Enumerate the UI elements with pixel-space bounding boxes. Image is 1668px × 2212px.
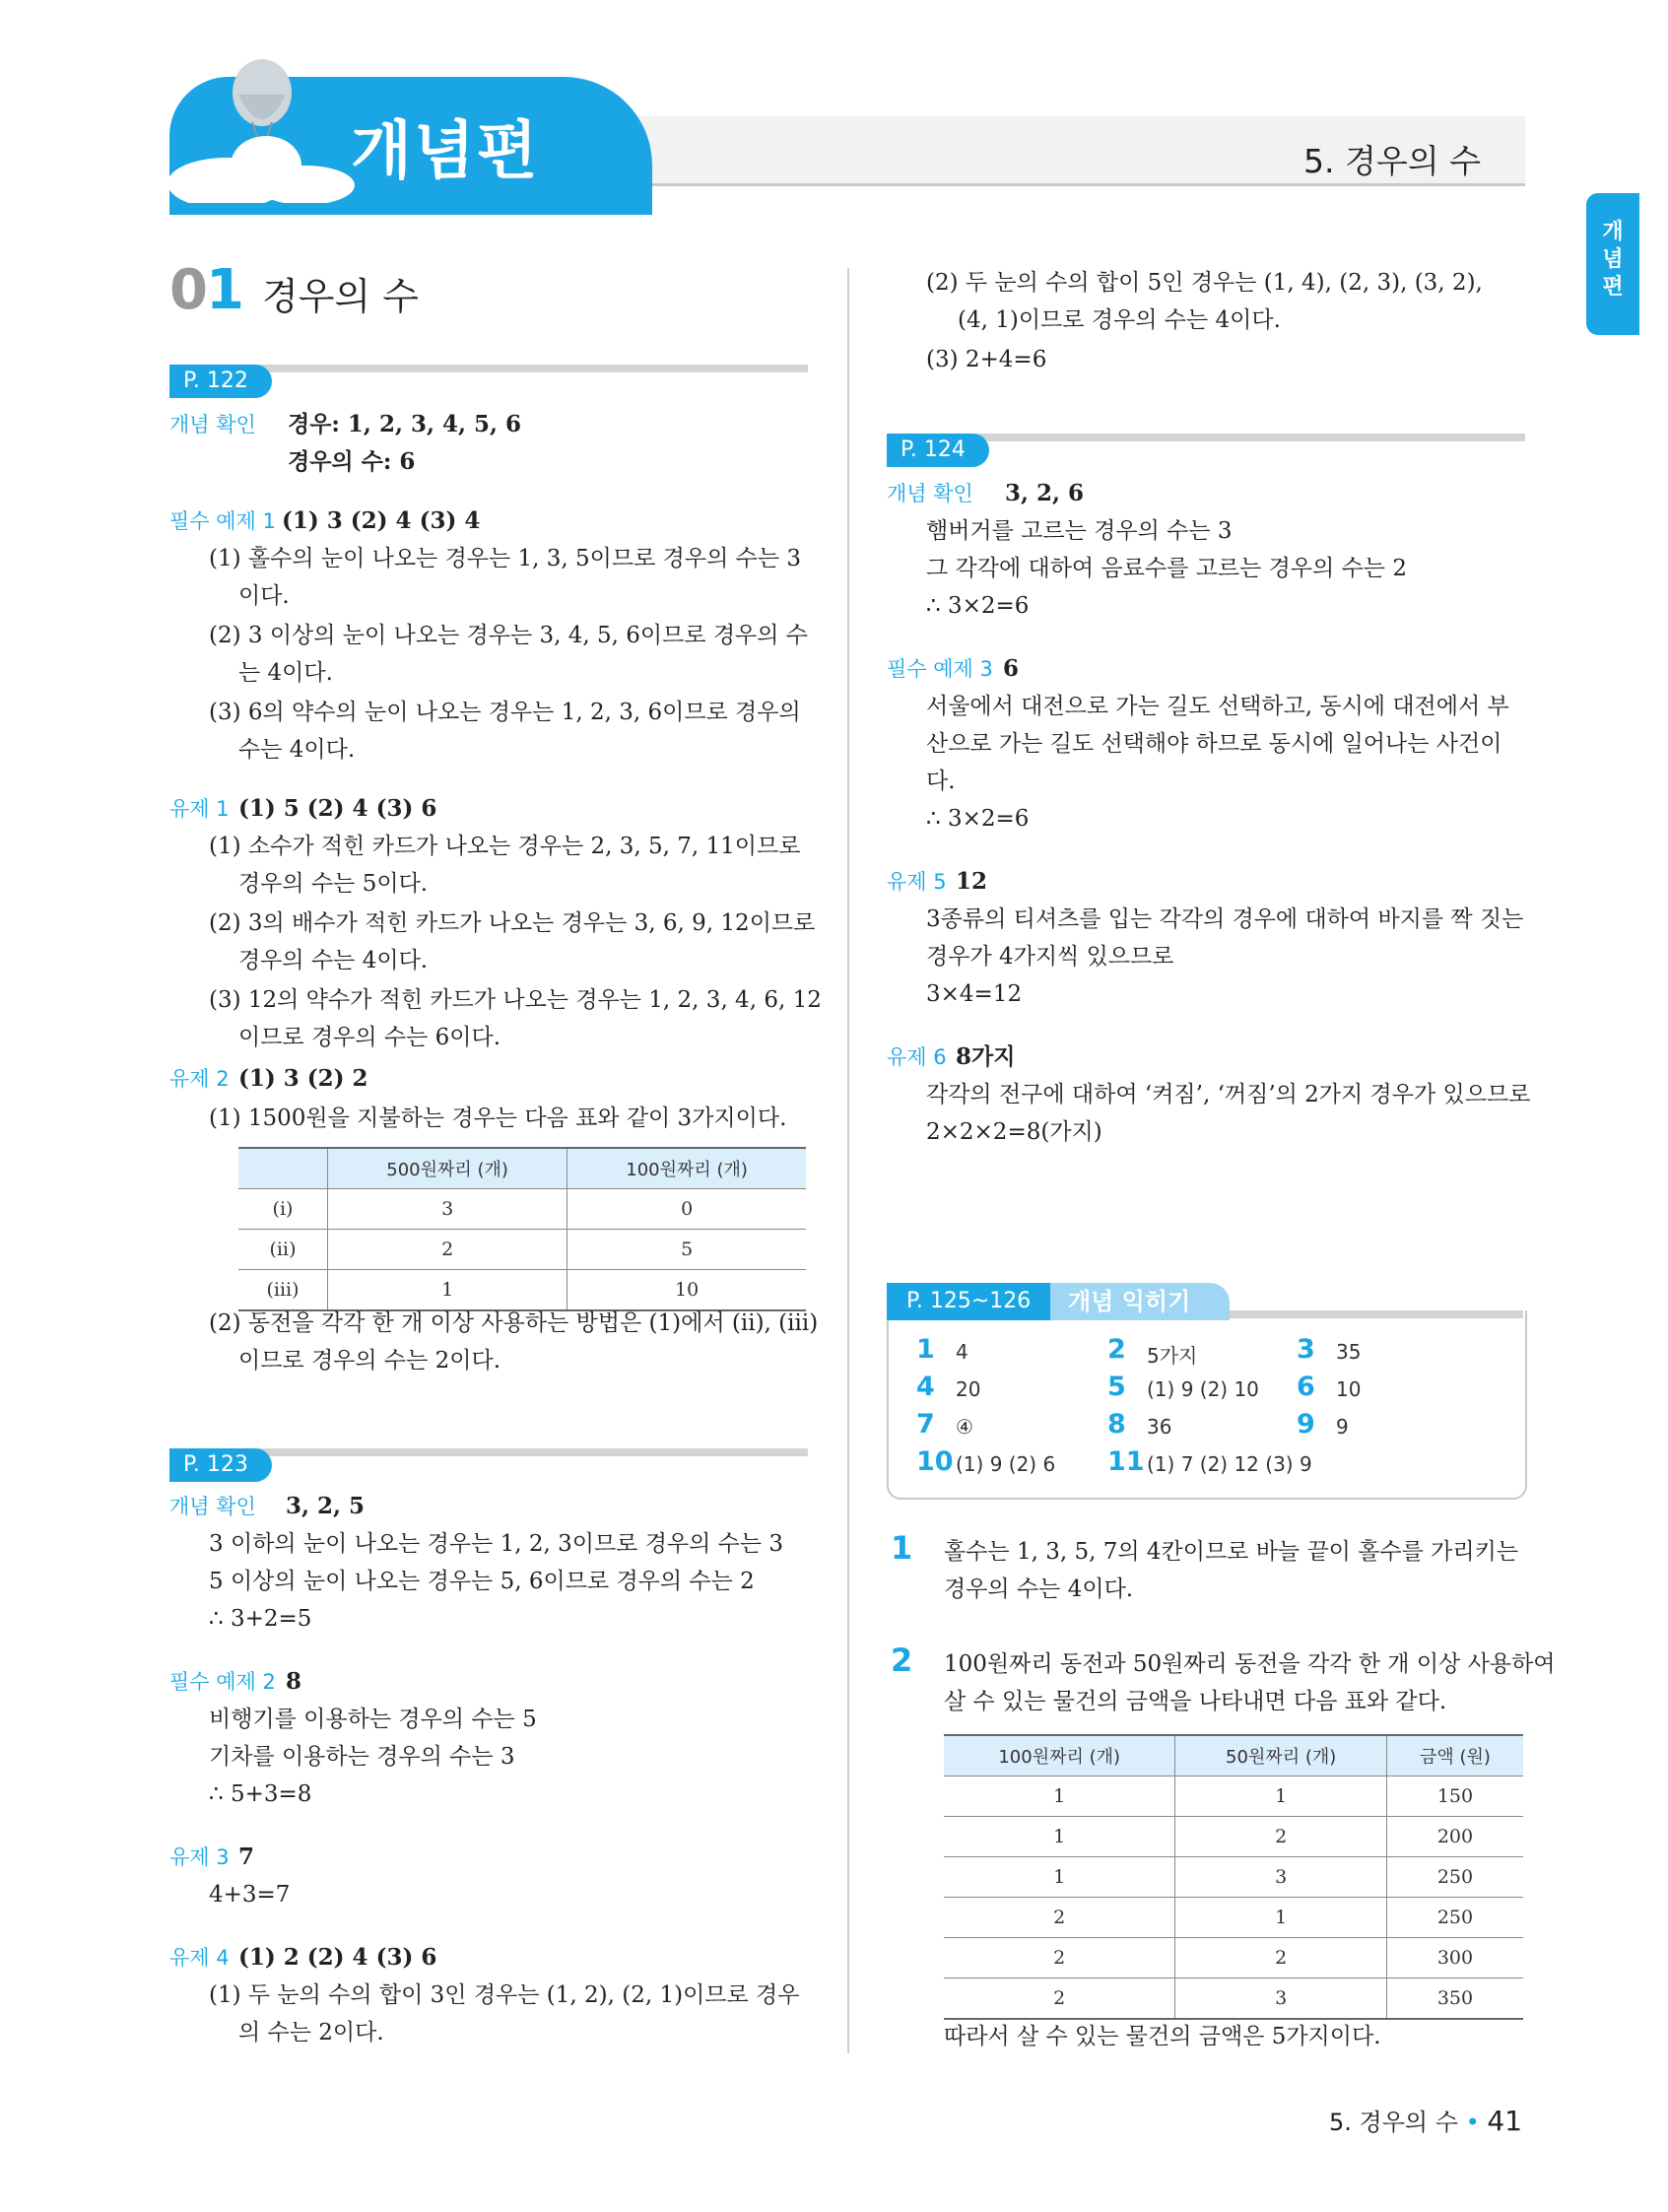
practice-number: 5 — [1107, 1372, 1126, 1402]
solution-line: ∴ 3×2=6 — [926, 806, 1030, 832]
example-answer: 8 — [286, 1668, 302, 1695]
solution-line: 기차를 이용하는 경우의 수는 3 — [209, 1744, 515, 1770]
solution-line: 3×4=12 — [926, 981, 1023, 1007]
table-cell: 150 — [1386, 1776, 1523, 1817]
practice-value: 5가지 — [1147, 1344, 1198, 1368]
practice-item — [1107, 1446, 1145, 1477]
example-answer: (1) 3 (2) 4 (3) 4 — [282, 507, 481, 534]
solution-line: 다. — [926, 769, 956, 794]
table-header: 50원짜리 (개) — [1175, 1735, 1387, 1776]
table-cell: 1 — [1175, 1776, 1387, 1817]
solution-line: (3) 2+4=6 — [926, 347, 1047, 372]
exercise-label: 유제 6 — [887, 1045, 947, 1069]
practice-value: 9 — [1336, 1415, 1349, 1439]
concept-check-answer: 3, 2, 6 — [1005, 480, 1085, 506]
solution-line: 100원짜리 동전과 50원짜리 동전을 각각 한 개 이상 사용하여 — [944, 1651, 1556, 1677]
table-cell: 2 — [944, 1978, 1175, 2020]
table-row — [944, 1898, 1523, 1938]
solution-line: 햄버거를 고르는 경우의 수는 3 — [926, 518, 1233, 544]
concept-check-label: 개념 확인 — [169, 1495, 256, 1518]
exercise-answer: 12 — [956, 868, 988, 895]
side-tab-char: 편 — [1602, 275, 1624, 300]
solution-line: (1) 홀수의 눈이 나오는 경우는 1, 3, 5이므로 경우의 수는 3 — [209, 546, 801, 571]
solution-line: 4+3=7 — [209, 1882, 291, 1908]
practice-item — [916, 1334, 935, 1365]
solution-line: 3종류의 티셔츠를 입는 각각의 경우에 대하여 바지를 짝 짓는 — [926, 906, 1524, 932]
solution-line: (4, 1)이므로 경우의 수는 4이다. — [958, 307, 1281, 333]
table-cell: 2 — [1175, 1938, 1387, 1978]
page-tag-line — [248, 1448, 808, 1456]
solution-line: ∴ 3+2=5 — [209, 1606, 312, 1632]
table-cell: 300 — [1386, 1938, 1523, 1978]
solution-line: 3 이하의 눈이 나오는 경우는 1, 2, 3이므로 경우의 수는 3 — [209, 1531, 784, 1557]
table-cell: (ⅱ) — [238, 1230, 328, 1270]
solution-line: (1) 두 눈의 수의 합이 3인 경우는 (1, 2), (2, 1)이므로 경우 — [209, 1982, 800, 2008]
solution-line: 이므로 경우의 수는 6이다. — [238, 1025, 501, 1050]
section-number-1: 1 — [205, 258, 242, 322]
table-row — [944, 1776, 1523, 1817]
table-row — [238, 1230, 806, 1270]
table-cell: 2 — [944, 1938, 1175, 1978]
practice-item — [916, 1446, 954, 1477]
table-cell: 5 — [567, 1230, 806, 1270]
exercise-answer: 7 — [238, 1843, 255, 1870]
solution-line: ∴ 3×2=6 — [926, 593, 1030, 619]
example-label: 필수 예제 1 — [169, 509, 276, 533]
side-tab-char: 념 — [1602, 247, 1624, 272]
practice-item — [1297, 1334, 1315, 1365]
header-title: 개념편 — [351, 115, 540, 188]
practice-number: 1 — [916, 1334, 935, 1365]
table-cell: 1 — [328, 1270, 567, 1311]
example-label: 필수 예제 3 — [887, 657, 993, 681]
practice-value: 10 — [1336, 1377, 1362, 1401]
solution-line: 는 4이다. — [238, 660, 333, 686]
footer-chapter: 5. 경우의 수 — [1329, 2109, 1458, 2136]
exercise-label: 유제 1 — [169, 797, 230, 821]
page-footer — [1329, 2103, 1522, 2137]
table-cell: (ⅰ) — [238, 1189, 328, 1230]
table-cell: 3 — [328, 1189, 567, 1230]
table-row — [944, 1857, 1523, 1898]
table-header: 100원짜리 (개) — [944, 1735, 1175, 1776]
table-row — [944, 1938, 1523, 1978]
solution-line: (2) 3의 배수가 적힌 카드가 나오는 경우는 3, 6, 9, 12이므로 — [209, 910, 816, 936]
section-number — [169, 258, 242, 322]
solution-line: 따라서 살 수 있는 물건의 금액은 5가지이다. — [944, 2024, 1381, 2049]
solution-line: (2) 동전을 각각 한 개 이상 사용하는 방법은 (1)에서 (ⅱ), (ⅲ) — [209, 1310, 819, 1336]
page-tag-line — [966, 434, 1525, 441]
page-tag-line — [248, 365, 808, 372]
page-tag-122 — [169, 365, 808, 398]
table-cell: 3 — [1175, 1857, 1387, 1898]
section-title: 경우의 수 — [262, 275, 419, 318]
table-header-row — [944, 1735, 1523, 1776]
table-cell: 2 — [944, 1898, 1175, 1938]
price-table — [944, 1734, 1523, 2020]
table-row — [944, 1978, 1523, 2020]
table-header: 500원짜리 (개) — [328, 1148, 567, 1189]
solution-line: 이므로 경우의 수는 2이다. — [238, 1348, 501, 1374]
concept-check-label: 개념 확인 — [887, 482, 973, 505]
practice-item — [916, 1372, 935, 1402]
table-cell: 2 — [1175, 1817, 1387, 1857]
practice-value: (1) 9 (2) 6 — [956, 1452, 1056, 1476]
footer-bullet: • — [1465, 2109, 1480, 2136]
solution-line: 경우가 4가지씩 있으므로 — [926, 944, 1174, 970]
practice-value: 36 — [1147, 1415, 1172, 1439]
table-header: 금액 (원) — [1386, 1735, 1523, 1776]
solution-line: (2) 두 눈의 수의 합이 5인 경우는 (1, 4), (2, 3), (3, 2), — [926, 270, 1483, 296]
practice-value: 20 — [956, 1377, 981, 1401]
concept-check-answer: 3, 2, 5 — [286, 1493, 366, 1519]
table-header-row — [238, 1148, 806, 1189]
header-chapter: 5. 경우의 수 — [1303, 142, 1481, 180]
solution-line: 경우의 수는 4이다. — [944, 1576, 1134, 1602]
page-tag-123 — [169, 1448, 808, 1482]
balloon-cloud-icon — [167, 55, 355, 203]
practice-number: 4 — [916, 1372, 935, 1402]
solution-line: (3) 12의 약수가 적힌 카드가 나오는 경우는 1, 2, 3, 4, 6, 12 — [209, 987, 822, 1013]
exercise-answer: (1) 2 (2) 4 (3) 6 — [238, 1944, 437, 1971]
table-cell: 250 — [1386, 1898, 1523, 1938]
table-cell: 1 — [944, 1776, 1175, 1817]
table-cell: 1 — [944, 1817, 1175, 1857]
practice-number: 9 — [1297, 1409, 1315, 1440]
table-cell: (ⅲ) — [238, 1270, 328, 1311]
practice-title: 개념 익히기 — [1044, 1283, 1230, 1320]
practice-item — [1297, 1409, 1315, 1440]
practice-item — [1107, 1334, 1126, 1365]
table-cell: 0 — [567, 1189, 806, 1230]
practice-value: (1) 9 (2) 10 — [1147, 1377, 1259, 1401]
practice-page-tag: P. 125~126 — [887, 1283, 1050, 1320]
page-tag-label: P. 123 — [169, 1448, 272, 1482]
solution-line: ∴ 5+3=8 — [209, 1781, 312, 1807]
concept-check-answer: 경우: 1, 2, 3, 4, 5, 6 — [288, 411, 522, 437]
question-number: 2 — [891, 1642, 913, 1679]
practice-number: 3 — [1297, 1334, 1315, 1365]
page-number: 41 — [1487, 2105, 1522, 2137]
solution-line: 2×2×2=8(가지) — [926, 1119, 1102, 1145]
concept-check-answer: 경우의 수: 6 — [288, 448, 416, 475]
solution-line: 살 수 있는 물건의 금액을 나타내면 다음 표와 같다. — [944, 1689, 1447, 1714]
solution-line: 산으로 가는 길도 선택해야 하므로 동시에 일어나는 사건이 — [926, 731, 1502, 757]
practice-value: 4 — [956, 1340, 968, 1364]
solution-line: (2) 3 이상의 눈이 나오는 경우는 3, 4, 5, 6이므로 경우의 수 — [209, 623, 809, 648]
table-cell: 200 — [1386, 1817, 1523, 1857]
solution-line: 각각의 전구에 대하여 ‘켜짐’, ‘꺼짐’의 2가지 경우가 있으므로 — [926, 1082, 1531, 1107]
exercise-answer: (1) 5 (2) 4 (3) 6 — [238, 795, 437, 822]
table-cell: 1 — [1175, 1898, 1387, 1938]
table-cell: 10 — [567, 1270, 806, 1311]
example-answer: 6 — [1003, 655, 1020, 682]
table-header — [238, 1148, 328, 1189]
section-number-o: 0 — [169, 258, 206, 322]
table-row — [238, 1270, 806, 1311]
table-cell: 2 — [328, 1230, 567, 1270]
practice-item — [1107, 1372, 1126, 1402]
coin-table — [238, 1147, 806, 1311]
practice-value: 35 — [1336, 1340, 1362, 1364]
exercise-label: 유제 4 — [169, 1946, 230, 1970]
exercise-label: 유제 2 — [169, 1067, 230, 1091]
side-tab — [1586, 193, 1639, 335]
solution-line: 5 이상의 눈이 나오는 경우는 5, 6이므로 경우의 수는 2 — [209, 1569, 755, 1594]
side-tab-char: 개 — [1602, 220, 1624, 244]
table-cell: 350 — [1386, 1978, 1523, 2020]
table-cell: 250 — [1386, 1857, 1523, 1898]
page-tag-label: P. 124 — [887, 434, 989, 467]
solution-line: 경우의 수는 5이다. — [238, 871, 429, 897]
concept-check-label: 개념 확인 — [169, 413, 256, 436]
exercise-label: 유제 5 — [887, 870, 947, 894]
practice-number: 2 — [1107, 1334, 1126, 1365]
practice-number: 7 — [916, 1409, 935, 1440]
practice-value: (1) 7 (2) 12 (3) 9 — [1147, 1452, 1312, 1476]
practice-number: 6 — [1297, 1372, 1315, 1402]
solution-line: 비행기를 이용하는 경우의 수는 5 — [209, 1707, 537, 1732]
practice-item — [1107, 1409, 1126, 1440]
practice-number: 11 — [1107, 1446, 1145, 1477]
solution-line: 경우의 수는 4이다. — [238, 948, 429, 973]
solution-line: 홀수는 1, 3, 5, 7의 4칸이므로 바늘 끝이 홀수를 가리키는 — [944, 1539, 1519, 1565]
practice-item — [1297, 1372, 1315, 1402]
page-tag-label: P. 122 — [169, 365, 272, 398]
solution-line: (1) 1500원을 지불하는 경우는 다음 표와 같이 3가지이다. — [209, 1106, 787, 1131]
practice-value: ④ — [956, 1415, 973, 1439]
solution-line: (3) 6의 약수의 눈이 나오는 경우는 1, 2, 3, 6이므로 경우의 — [209, 700, 801, 725]
exercise-answer: (1) 3 (2) 2 — [238, 1065, 368, 1092]
table-cell: 3 — [1175, 1978, 1387, 2020]
solution-line: (1) 소수가 적힌 카드가 나오는 경우는 2, 3, 5, 7, 11이므로 — [209, 834, 801, 859]
solution-line: 수는 4이다. — [238, 737, 356, 763]
table-header: 100원짜리 (개) — [567, 1148, 806, 1189]
exercise-label: 유제 3 — [169, 1845, 230, 1869]
page-tag-124 — [887, 434, 1525, 467]
column-divider — [847, 268, 849, 2053]
solution-line: 의 수는 2이다. — [238, 2020, 384, 2045]
table-row — [944, 1817, 1523, 1857]
exercise-answer: 8가지 — [956, 1043, 1016, 1070]
practice-number: 10 — [916, 1446, 954, 1477]
table-row — [238, 1189, 806, 1230]
question-number: 1 — [891, 1529, 913, 1567]
solution-line: 이다. — [238, 583, 290, 609]
example-label: 필수 예제 2 — [169, 1670, 276, 1694]
solution-line: 서울에서 대전으로 가는 길도 선택하고, 동시에 대전에서 부 — [926, 694, 1509, 719]
solution-line: 그 각각에 대하여 음료수를 고르는 경우의 수는 2 — [926, 556, 1407, 581]
table-cell: 1 — [944, 1857, 1175, 1898]
practice-number: 8 — [1107, 1409, 1126, 1440]
practice-item — [916, 1409, 935, 1440]
